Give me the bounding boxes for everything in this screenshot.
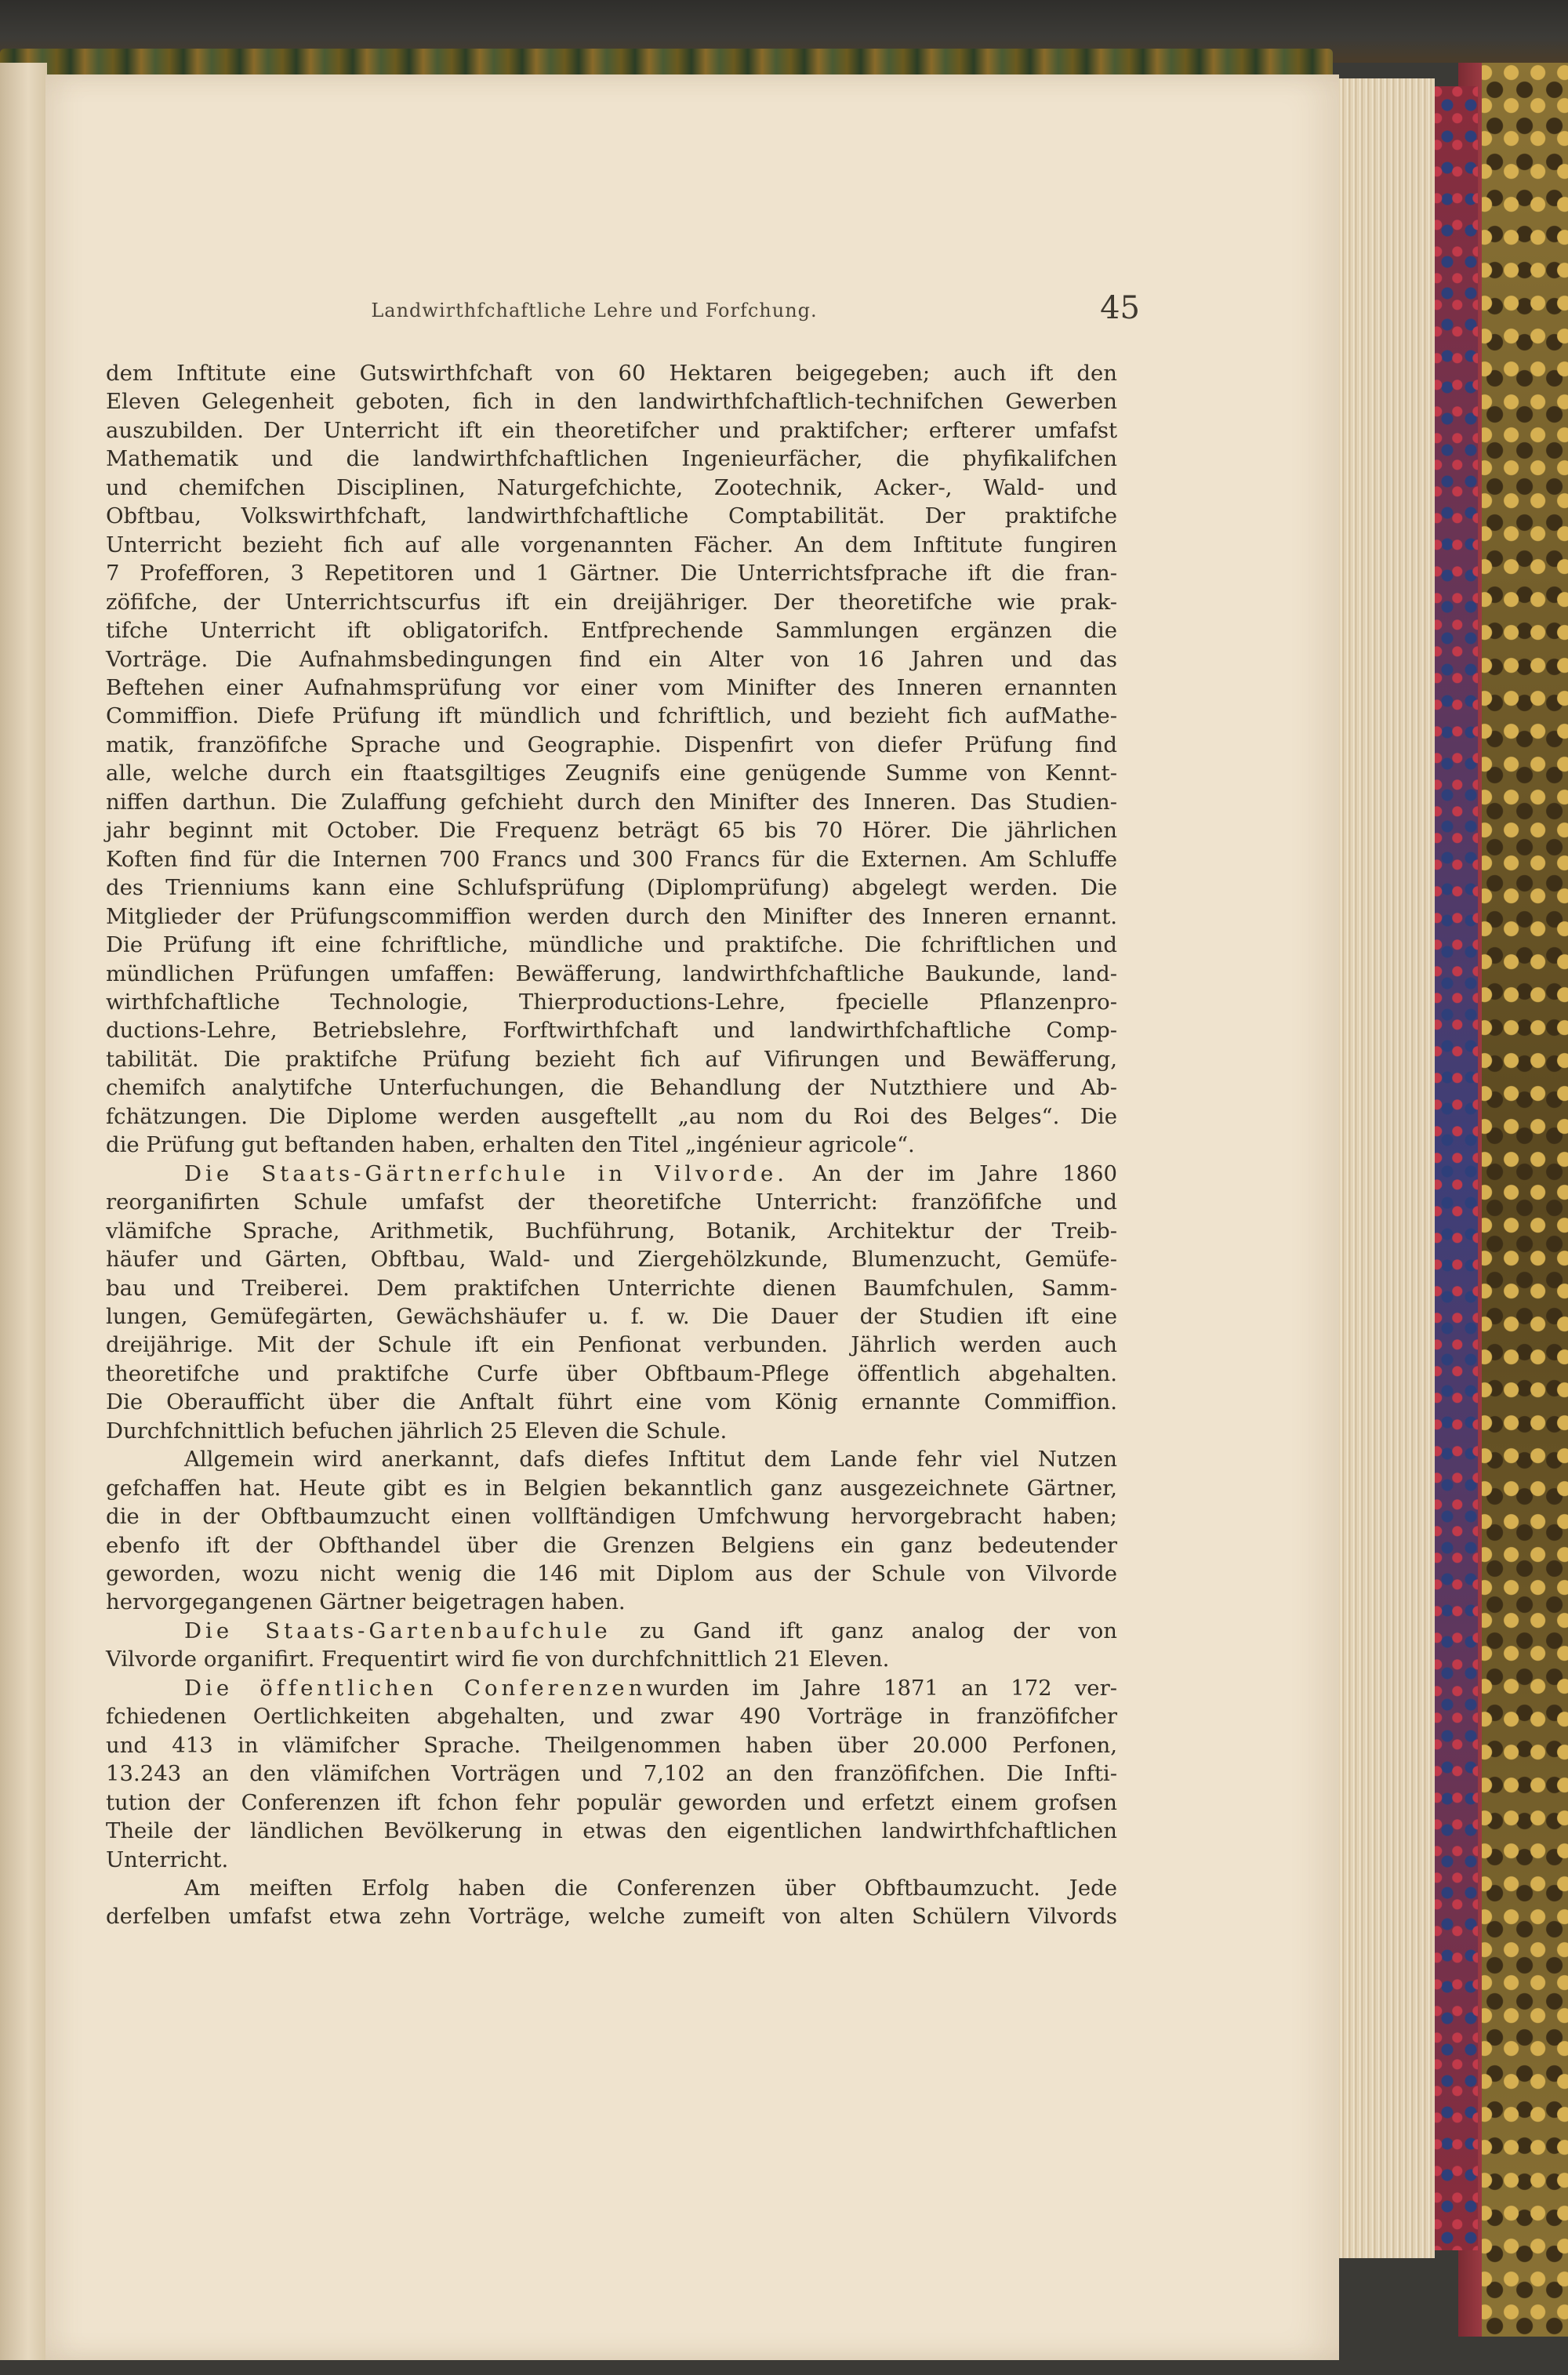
text-line <box>106 1217 1117 1245</box>
line-text: Unterricht bezieht fich auf alle vorgenannten Fächer. An dem Inftitute fungiren <box>106 532 1117 557</box>
line-text: Allgemein wird anerkannt, dafs diefes Inftitut dem Lande fehr viel Nutzen <box>184 1447 1117 1473</box>
text-line <box>106 1188 1117 1216</box>
text-line <box>106 359 1117 387</box>
line-text: zöfifche, der Unterrichtscurfus ift ein dreijähriger. Der theoretifche wie prak- <box>106 589 1117 615</box>
text-line <box>106 816 1117 844</box>
line-text: ductions-Lehre, Betriebslehre, Forftwirthfchaft und landwirthfchaftliche Comp- <box>106 1018 1117 1044</box>
text-line <box>106 1817 1117 1845</box>
line-text: Unterricht. <box>106 1847 229 1872</box>
text-line <box>106 1789 1117 1817</box>
text-line <box>106 645 1117 674</box>
line-text: hervorgegangenen Gärtner beigetragen haben. <box>106 1589 626 1615</box>
section-heading: Die öffentlichen Conferenzen <box>184 1675 647 1701</box>
line-text: häufer und Gärten, Obftbau, Wald- und Ziergehölzkunde, Blumenzucht, Gemüfe- <box>106 1247 1117 1273</box>
text-line <box>106 1045 1117 1073</box>
line-text: des Trienniums kann eine Schlufsprüfung (Diplomprüfung) abgelegt werden. Die <box>106 875 1117 901</box>
text-line <box>106 588 1117 616</box>
facing-page-edge <box>0 63 47 2360</box>
text-line <box>106 616 1117 645</box>
line-text: An der im Jahre 1860 <box>787 1160 1117 1186</box>
page-number: 45 <box>1100 290 1140 326</box>
line-text: die Prüfung gut beftanden haben, erhalten den Titel „ingénieur agricole“. <box>106 1132 915 1158</box>
line-text: lungen, Gemüfegärten, Gewächshäufer u. f. w. Die Dauer der Studien ift eine <box>106 1303 1117 1329</box>
text-line <box>106 416 1117 445</box>
text-line <box>106 502 1117 530</box>
text-line <box>106 1131 1117 1159</box>
line-text: und chemifchen Disciplinen, Naturgefchichte, Zootechnik, Acker-, Wald- und <box>106 474 1117 500</box>
text-line <box>106 1902 1117 1930</box>
text-line <box>106 960 1117 988</box>
text-line <box>106 1274 1117 1302</box>
text-line <box>106 731 1117 759</box>
line-text: alle, welche durch ein ftaatsgiltiges Zeugnifs eine genügende Summe von Kennt- <box>106 761 1117 786</box>
line-text: Koften find für die Internen 700 Francs und 300 Francs für die Externen. Am Schluffe <box>106 846 1117 872</box>
text-line <box>106 559 1117 587</box>
text-line <box>106 1102 1117 1131</box>
line-text: Die Prüfung ift eine fchriftliche, mündliche und praktifche. Die fchriftlichen und <box>106 932 1117 958</box>
line-text: ebenfo ift der Obfthandel über die Grenzen Belgiens ein ganz bedeutender <box>106 1532 1117 1558</box>
text-line <box>106 1846 1117 1874</box>
line-text: mündlichen Prüfungen umfaffen: Bewäfferung, landwirthfchaftliche Baukunde, land- <box>106 961 1117 986</box>
line-text: wirthfchaftliche Technologie, Thierproductions-Lehre, fpecielle Pflanzenpro- <box>106 989 1117 1015</box>
text-line <box>106 1502 1117 1531</box>
text-line <box>106 1560 1117 1588</box>
text-line <box>106 873 1117 902</box>
text-line <box>106 1874 1117 1902</box>
text-line <box>106 1674 1117 1702</box>
line-text: Commiffion. Diefe Prüfung ift mündlich und fchriftlich, und bezieht fich aufMathe- <box>106 703 1117 729</box>
line-text: Vilvorde organifirt. Frequentirt wird fie von durchfchnittlich 21 Eleven. <box>106 1647 890 1672</box>
text-line <box>106 788 1117 816</box>
text-line <box>106 1073 1117 1102</box>
line-text: niffen darthun. Die Zulaffung gefchieht durch den Minifter des Inneren. Das Studien- <box>106 789 1117 815</box>
line-text: Beftehen einer Aufnahmsprüfung vor einer vom Minifter des Inneren ernannten <box>106 674 1117 700</box>
text-line <box>106 931 1117 959</box>
line-text: Durchfchnittlich befuchen jährlich 25 Eleven die Schule. <box>106 1418 728 1444</box>
text-line <box>106 1388 1117 1416</box>
line-text: Die Oberauffïcht über die Anftalt führt eine vom König ernannte Commiffion. <box>106 1389 1117 1415</box>
text-line <box>106 1016 1117 1044</box>
text-line <box>106 759 1117 787</box>
text-line <box>106 1302 1117 1331</box>
text-line <box>106 1617 1117 1645</box>
line-text: zu Gand ift ganz analog der von <box>611 1618 1118 1643</box>
line-text: fchiedenen Oertlichkeiten abgehalten, und zwar 490 Vorträge in franzöfifcher <box>106 1704 1117 1730</box>
line-text: auszubilden. Der Unterricht ift ein theoretifcher und praktifcher; erfterer umfafst <box>106 417 1117 443</box>
line-text: und 413 in vlämifcher Sprache. Theilgenommen haben über 20.000 Perfonen, <box>106 1732 1117 1758</box>
marbled-page-edges <box>1431 86 1478 2250</box>
text-line <box>106 474 1117 502</box>
line-text: vlämifche Sprache, Arithmetik, Buchführung, Botanik, Architektur der Treib- <box>106 1218 1117 1244</box>
line-text: bau und Treiberei. Dem praktifchen Unterrichte dienen Baumfchulen, Samm- <box>106 1275 1117 1301</box>
line-text: geworden, wozu nicht wenig die 146 mit Diplom aus der Schule von Vilvorde <box>106 1561 1117 1587</box>
line-text: dem Inftitute eine Gutswirthfchaft von 60 Hektaren beigegeben; auch ift den <box>106 361 1117 386</box>
text-line <box>106 988 1117 1016</box>
text-line <box>106 1645 1117 1673</box>
line-text: jahr beginnt mit October. Die Frequenz beträgt 65 bis 70 Hörer. Die jährlichen <box>106 818 1117 844</box>
text-line <box>106 1445 1117 1473</box>
line-text: fchätzungen. Die Diplome werden ausgeftellt „au nom du Roi des Belges“. Die <box>106 1103 1117 1129</box>
line-text: chemifch analytifche Unterfuchungen, die Behandlung der Nutzthiere und Ab- <box>106 1075 1117 1101</box>
line-text: wurden im Jahre 1871 an 172 ver- <box>646 1675 1118 1701</box>
line-text: tabilität. Die praktifche Prüfung bezieht fich auf Vifirungen und Bewäfferung, <box>106 1046 1117 1072</box>
line-text: Am meiften Erfolg haben die Conferenzen über Obftbaumzucht. Jede <box>184 1876 1117 1901</box>
text-line <box>106 1360 1117 1388</box>
section-heading: Die Staats-Gartenbaufchule <box>184 1618 612 1643</box>
line-text: Theile der ländlichen Bevölkerung in etwas den eigentlichen landwirthfchaftlichen <box>106 1818 1117 1844</box>
text-line <box>106 1417 1117 1445</box>
marbled-cover <box>1474 63 1568 2337</box>
text-line <box>106 1245 1117 1273</box>
line-text: 13.243 an den vlämifchen Vorträgen und 7,102 an den franzöfifchen. Die Infti- <box>106 1761 1117 1787</box>
line-text: Eleven Gelegenheit geboten, fich in den landwirthfchaftlich-technifchen Gewerben <box>106 389 1117 415</box>
line-text: theoretifche und praktifche Curfe über Obftbaum-Pflege öffentlich abgehalten. <box>106 1360 1117 1386</box>
line-text: tution der Conferenzen ift fchon fehr populär geworden und erfetzt einem grofsen <box>106 1789 1117 1815</box>
running-header: Landwirthfchaftliche Lehre und Forfchung. <box>371 300 818 321</box>
text-line <box>106 1474 1117 1502</box>
text-line <box>106 845 1117 873</box>
line-text: Vorträge. Die Aufnahmsbedingungen find ein Alter von 16 Jahren und das <box>106 646 1117 672</box>
text-line <box>106 1702 1117 1730</box>
line-text: matik, franzöfifche Sprache und Geographie. Dispenfirt von diefer Prüfung find <box>106 732 1117 757</box>
text-line <box>106 445 1117 473</box>
text-line <box>106 1731 1117 1759</box>
text-line <box>106 1759 1117 1788</box>
line-text: tifche Unterricht ift obligatorifch. Entfprechende Sammlungen ergänzen die <box>106 618 1117 644</box>
line-text: gefchaffen hat. Heute gibt es in Belgien bekanntlich ganz ausgezeichnete Gärtner, <box>106 1475 1117 1501</box>
text-line <box>106 702 1117 730</box>
line-text: die in der Obftbaumzucht einen vollftändigen Umfchwung hervorgebracht haben; <box>106 1504 1117 1530</box>
line-text: Obftbau, Volkswirthfchaft, landwirthfchaftliche Comptabilität. Der praktifche <box>106 503 1117 529</box>
line-text: Mitglieder der Prüfungscommiffion werden durch den Minifter des Inneren ernannt. <box>106 903 1117 929</box>
text-line <box>106 1160 1117 1188</box>
text-line <box>106 902 1117 931</box>
page-stack-edge <box>1333 78 1435 2258</box>
text-line <box>106 1588 1117 1616</box>
text-line <box>106 387 1117 416</box>
body-text <box>106 359 1117 1931</box>
text-line <box>106 1331 1117 1359</box>
line-text: reorganifirten Schule umfafst der theoretifche Unterricht: franzöfifche und <box>106 1189 1117 1215</box>
line-text: Mathematik und die landwirthfchaftlichen Ingenieurfächer, die phyfikalifchen <box>106 446 1117 472</box>
text-line <box>106 1531 1117 1560</box>
section-heading: Die Staats-Gärtnerfchule in Vilvorde. <box>184 1160 788 1186</box>
text-line <box>106 531 1117 559</box>
line-text: 7 Profefforen, 3 Repetitoren und 1 Gärtner. Die Unterrichtsfprache ift die fran- <box>106 561 1117 586</box>
line-text: derfelben umfafst etwa zehn Vorträge, welche zumeift von alten Schülern Vilvords <box>106 1904 1117 1930</box>
text-line <box>106 674 1117 702</box>
line-text: dreijährige. Mit der Schule ift ein Penfionat verbunden. Jährlich werden auch <box>106 1332 1117 1358</box>
